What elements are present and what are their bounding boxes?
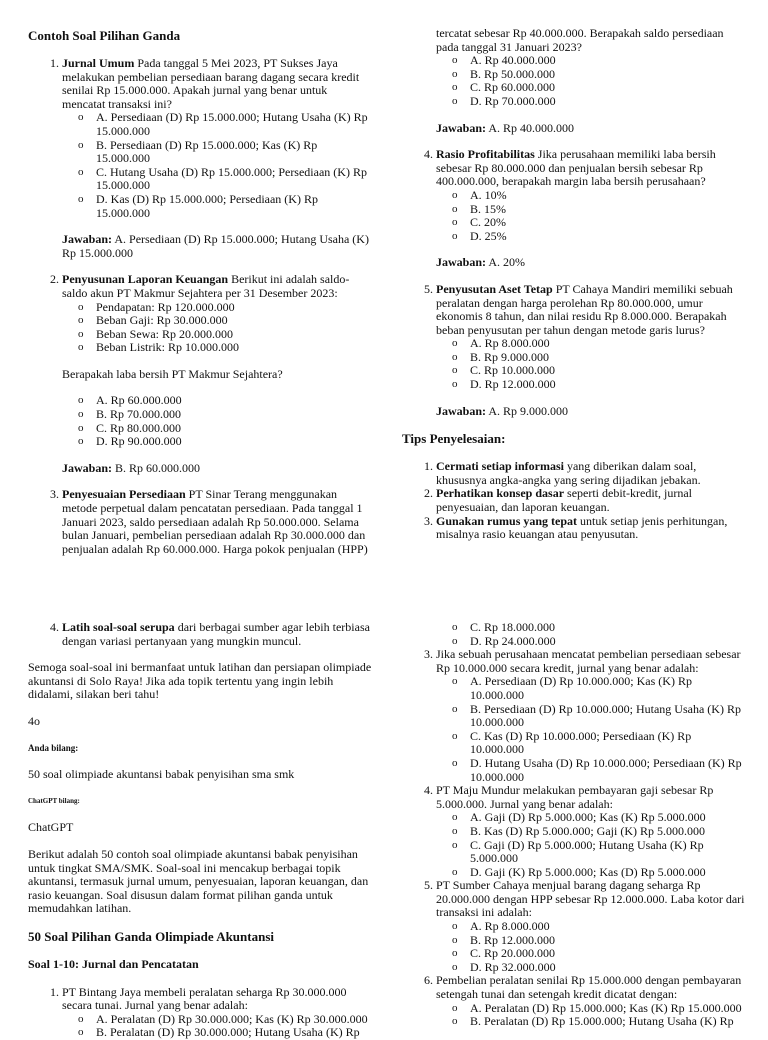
option: o C. Rp 80.000.000 (96, 422, 373, 436)
section-heading: Contoh Soal Pilihan Ganda (28, 28, 181, 43)
tips-list (402, 460, 747, 542)
question-1 (62, 57, 373, 273)
assistant-name: ChatGPT (28, 820, 74, 835)
question-text: Berapakah laba bersih PT Makmur Sejahtera? (62, 366, 283, 381)
question-3 (62, 488, 373, 556)
question-4 (436, 148, 747, 283)
option: o A. Rp 8.000.000 (470, 337, 747, 351)
answer: Jawaban: B. Rp 60.000.000 (62, 460, 201, 475)
question-topic: Jurnal Umum (62, 56, 135, 70)
question-topic: Penyusutan Aset Tetap (436, 281, 553, 296)
question-5 (436, 879, 747, 974)
user-label: Anda bilang: (28, 742, 79, 753)
option: o D. Rp 32.000.000 (470, 961, 747, 975)
tips-list (28, 621, 373, 648)
closing-paragraph: Semoga soal-soal ini bermanfaat untuk latihan dan persiapan olimpiade akuntansi di Solo Raya! Jika ada topik tertentu yang ingin lebih didalami, silakan beri tahu! (28, 660, 372, 702)
question-list (402, 148, 747, 431)
option: o B. Rp 9.000.000 (470, 351, 747, 365)
option: o A. Persediaan (D) Rp 15.000.000; Hutang Usaha (K) Rp 15.000.000 (96, 111, 373, 138)
question-topic: Penyusunan Laporan Keuangan (62, 272, 229, 287)
question-text: Berikut ini adalah saldo-saldo akun PT Makmur Sejahtera per 31 Desember 2023: (62, 272, 350, 300)
question-3 (436, 648, 747, 784)
answer: Jawaban: A. Persediaan (D) Rp 15.000.000; Hutang Usaha (K) Rp 15.000.000 (62, 232, 369, 260)
option-list (436, 1002, 747, 1029)
option: o D. Rp 24.000.000 (470, 635, 747, 649)
option: o B. Kas (D) Rp 5.000.000; Gaji (K) Rp 5.000.000 (470, 825, 747, 839)
option: o B. 15% (470, 203, 747, 217)
option: o A. Persediaan (D) Rp 10.000.000; Kas (K) Rp 10.000.000 (470, 675, 747, 702)
answer: Jawaban: A. Rp 40.000.000 (436, 120, 575, 135)
question-6 (436, 974, 747, 1028)
question-topic: Penyesuaian Persediaan (62, 487, 186, 502)
data-list (62, 301, 373, 355)
tip-item: 1. Cermati setiap informasi yang diberikan dalam soal, khususnya angka-angka yang sering dijadikan jebakan. (436, 460, 747, 487)
option: o C. 20% (470, 216, 747, 230)
option: o D. Rp 90.000.000 (96, 435, 373, 449)
question-text: tercatat sebesar Rp 40.000.000. Berapakah saldo persediaan pada tanggal 31 Januari 2023? (436, 26, 724, 54)
option: o C. Rp 18.000.000 (470, 621, 747, 635)
question-list (28, 986, 373, 1040)
column-bottom-left (28, 621, 373, 1040)
option: o A. Rp 60.000.000 (96, 394, 373, 408)
option: o C. Rp 10.000.000 (470, 364, 747, 378)
option: o A. Rp 40.000.000 (470, 54, 747, 68)
tip-item: 4. Latih soal-soal serupa dari berbagai sumber agar lebih terbiasa dengan variasi pertanyaan yang mungkin muncul. (62, 621, 373, 648)
question-text: PT Bintang Jaya membeli peralatan seharga Rp 30.000.000 secara tunai. Jurnal yang benar adalah: (62, 984, 347, 1013)
question-text: Pada tanggal 5 Mei 2023, PT Sukses Jaya melakukan pembelian persediaan barang dagang secara kredit senilai Rp 15.000.000. Apakah jurnal yang benar untuk mencatat transaksi ini? (62, 56, 360, 111)
option-list (62, 111, 373, 220)
tips-heading: Tips Penyelesaian: (402, 431, 506, 447)
question-4 (436, 784, 747, 879)
data-item: o Beban Gaji: Rp 30.000.000 (96, 314, 373, 328)
data-item: o Pendapatan: Rp 120.000.000 (96, 301, 373, 315)
option: o B. Peralatan (D) Rp 30.000.000; Hutang Usaha (K) Rp (96, 1026, 373, 1040)
user-message: 50 soal olimpiade akuntansi babak penyisihan sma smk (28, 767, 295, 782)
option: o D. Kas (D) Rp 15.000.000; Persediaan (K) Rp 15.000.000 (96, 193, 373, 220)
option: o C. Kas (D) Rp 10.000.000; Persediaan (K) Rp 10.000.000 (470, 730, 747, 757)
data-item: o Beban Sewa: Rp 20.000.000 (96, 328, 373, 342)
column-top-left (28, 28, 373, 556)
assistant-label: ChatGPT bilang: (28, 796, 80, 805)
option: o A. Peralatan (D) Rp 15.000.000; Kas (K) Rp 15.000.000 (470, 1002, 747, 1016)
question-list (402, 648, 747, 1029)
data-item: o Beban Listrik: Rp 10.000.000 (96, 341, 373, 355)
option-list (436, 189, 747, 243)
question-text: PT Sinar Terang menggunakan metode perpetual dalam pencatatan persediaan. Pada tanggal 1 Januari 2023, saldo persediaan adalah Rp 50.000.000. Selama bulan Januari, pembelian persediaan adalah Rp 30.000.000 dan penjualan adalah Rp 60.000.000. Harga pokok penjualan (HPP) (62, 487, 368, 556)
option: o B. Rp 50.000.000 (470, 68, 747, 82)
question-text: Pembelian peralatan senilai Rp 15.000.000 dengan pembayaran setengah tunai dan setengah kredit dicatat dengan: (436, 973, 742, 1002)
question-text: PT Sumber Cahaya menjual barang dagang seharga Rp 20.000.000 dengan HPP sebesar Rp 12.000.000. Laba kotor dari transaksi ini adalah: (436, 878, 745, 920)
option: o A. Gaji (D) Rp 5.000.000; Kas (K) Rp 5.000.000 (470, 811, 747, 825)
question-2 (62, 273, 373, 488)
column-top-right (402, 27, 747, 542)
column-bottom-right (402, 621, 747, 1029)
option-list (436, 621, 747, 648)
question-topic: Rasio Profitabilitas (436, 147, 535, 162)
option: o D. Hutang Usaha (D) Rp 10.000.000; Persediaan (K) Rp 10.000.000 (470, 757, 747, 784)
option: o D. Rp 70.000.000 (470, 95, 747, 109)
intro-paragraph: Berikut adalah 50 contoh soal olimpiade akuntansi babak penyisihan untuk tingkat SMA/SMK. Soal-soal ini mencakup berbagai topik akuntansi, termasuk jurnal umum, penyesuaian, laporan keuangan, dan rasio keuangan. Soal disusun dalam format pilihan ganda untuk memudahkan latihan. (28, 846, 369, 916)
option: o A. 10% (470, 189, 747, 203)
option-list (436, 811, 747, 879)
answer: Jawaban: A. Rp 9.000.000 (436, 403, 569, 418)
option: o C. Rp 60.000.000 (470, 81, 747, 95)
option-list (436, 337, 747, 391)
question-text: Jika perusahaan memiliki laba bersih sebesar Rp 80.000.000 dan penjualan bersih sebesar Rp 400.000.000, berapakah margin laba bersih perusahaan? (436, 147, 716, 189)
option: o D. Gaji (K) Rp 5.000.000; Kas (D) Rp 5.000.000 (470, 866, 747, 880)
option-list (436, 920, 747, 974)
option: o D. Rp 12.000.000 (470, 378, 747, 392)
option: o B. Rp 12.000.000 (470, 934, 747, 948)
option: o C. Gaji (D) Rp 5.000.000; Hutang Usaha (K) Rp 5.000.000 (470, 839, 747, 866)
option: o B. Persediaan (D) Rp 10.000.000; Hutang Usaha (K) Rp 10.000.000 (470, 703, 747, 730)
option: o B. Peralatan (D) Rp 15.000.000; Hutang Usaha (K) Rp (470, 1015, 747, 1029)
section-heading: 50 Soal Pilihan Ganda Olimpiade Akuntansi (28, 928, 274, 944)
subsection-heading: Soal 1-10: Jurnal dan Pencatatan (28, 956, 199, 971)
option: o B. Persediaan (D) Rp 15.000.000; Kas (K) Rp 15.000.000 (96, 139, 373, 166)
question-1 (62, 986, 373, 1040)
question-text: PT Maju Mundur melakukan pembayaran gaji sebesar Rp 5.000.000. Jurnal yang benar adalah: (436, 783, 714, 811)
option: o D. 25% (470, 230, 747, 244)
question-5 (436, 283, 747, 431)
option: o A. Rp 8.000.000 (470, 920, 747, 934)
question-list (28, 57, 373, 556)
option: o C. Hutang Usaha (D) Rp 15.000.000; Persediaan (K) Rp 15.000.000 (96, 166, 373, 193)
option-list (436, 54, 747, 108)
option: o A. Peralatan (D) Rp 30.000.000; Kas (K) Rp 30.000.000 (96, 1013, 373, 1027)
option: o B. Rp 70.000.000 (96, 408, 373, 422)
tip-item: 3. Gunakan rumus yang tepat untuk setiap jenis perhitungan, misalnya rasio keuangan atau penyusutan. (436, 515, 747, 542)
option-list (62, 1013, 373, 1040)
option-list (436, 675, 747, 784)
model-marker: 4o (28, 713, 40, 728)
option-list (62, 394, 373, 448)
question-text: Jika sebuah perusahaan mencatat pembelian persediaan sebesar Rp 10.000.000 secara kredit, jurnal yang benar adalah: (436, 647, 741, 675)
option: o C. Rp 20.000.000 (470, 947, 747, 961)
question-text: PT Cahaya Mandiri memiliki sebuah peralatan dengan harga perolehan Rp 80.000.000, umur ekonomis 8 tahun, dan nilai residu Rp 8.000.000. Berapakah beban penyusutan per tahun dengan metode garis lurus? (436, 281, 733, 337)
tip-item: 2. Perhatikan konsep dasar seperti debit-kredit, jurnal penyesuaian, dan laporan keuangan. (436, 487, 747, 514)
answer: Jawaban: A. 20% (436, 255, 526, 270)
